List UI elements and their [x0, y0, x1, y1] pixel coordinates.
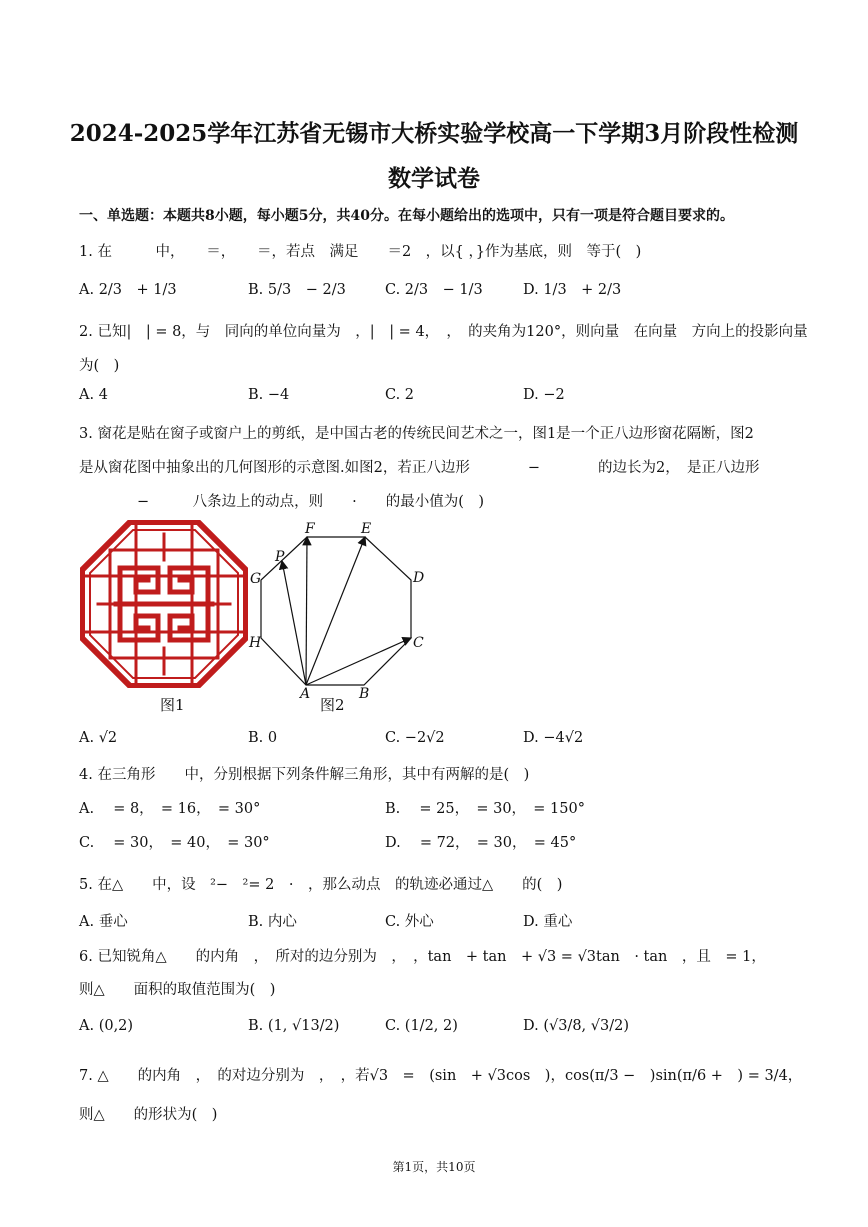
- section-heading: 一、单选题：本题共8小题，每小题5分，共40分。在每小题给出的选项中，只有一项是符合题目要求的。: [79, 208, 734, 224]
- q3-option-b: B. 0: [248, 730, 278, 746]
- q5-option-a: A. 垂心: [79, 914, 128, 930]
- label-g: G: [250, 571, 262, 587]
- q1-stem: 1. 在 中， ＝， ＝，若点 满足 ＝2 ，以{ ，}作为基底，则 等于( ): [79, 244, 642, 260]
- q6-option-d: D. (√3/8, √3/2): [523, 1018, 630, 1034]
- q4-stem: 4. 在三角形 中，分别根据下列条件解三角形，其中有两解的是( ): [79, 767, 530, 783]
- q2-stem-line1: 2. 已知| | = 8，与 同向的单位向量为 ，| | = 4， ， 的夹角为120°，则向量 在向量 方向上的投影向量: [79, 324, 808, 340]
- q6-option-c: C. (1/2, 2): [385, 1018, 458, 1034]
- q5-option-b: B. 内心: [248, 914, 297, 930]
- q2-option-d: D. −2: [523, 387, 565, 403]
- q5-option-c: C. 外心: [385, 914, 434, 930]
- q3-stem-line1: 3. 窗花是贴在窗子或窗户上的剪纸，是中国古老的传统民间艺术之一，图1是一个正八边形窗花隔断，图2: [79, 426, 754, 442]
- label-p: P: [275, 549, 285, 565]
- q6-stem-line2: 则△ 面积的取值范围为( ): [79, 982, 276, 998]
- q6-option-a: A. (0,2): [79, 1018, 134, 1034]
- window-lattice-figure: [80, 520, 248, 688]
- q7-stem-line1: 7. △ 的内角 ， 的对边分别为 ， ，若√3 = (sin + √3cos )，cos(π/3 − )sin(π/6 + ) = 3/4，: [79, 1068, 803, 1084]
- q2-option-c: C. 2: [385, 387, 415, 403]
- q2-option-a: A. 4: [79, 387, 108, 403]
- q2-stem-line2: 为( ): [79, 358, 120, 374]
- q4-option-c: C. = 30， = 40， = 30°: [79, 835, 270, 851]
- title-line-1: 2024-2025学年江苏省无锡市大桥实验学校高一下学期3月阶段性检测: [69, 120, 799, 147]
- label-a: A: [300, 686, 311, 700]
- q1-option-a: A. 2/3 + 1/3: [79, 282, 177, 298]
- q1-option-c: C. 2/3 − 1/3: [385, 282, 483, 298]
- q5-option-d: D. 重心: [523, 914, 573, 930]
- q3-stem-line3: − 八条边上的动点，则 · 的最小值为( ): [79, 494, 485, 510]
- q7-stem-line2: 则△ 的形状为( ): [79, 1107, 218, 1123]
- q3-option-d: D. −4√2: [523, 730, 584, 746]
- q4-option-b: B. = 25， = 30， = 150°: [385, 801, 585, 817]
- label-d: D: [413, 570, 425, 586]
- page-footer: 第1页，共10页: [392, 1160, 476, 1174]
- label-e: E: [361, 521, 372, 537]
- q6-stem-line1: 6. 已知锐角△ 的内角 ， 所对的边分别为 ， ，tan + tan + √3 = √3tan · tan ，且 = 1，: [79, 949, 766, 965]
- q5-stem: 5. 在△ 中，设 ²− ²= 2 · ，那么动点 的轨迹必通过△ 的( ): [79, 877, 563, 893]
- q3-stem-line2: 是从窗花图中抽象出的几何图形的示意图.如图2，若正八边形 − 的边长为2， 是正八边形: [79, 460, 760, 476]
- figure1-caption: 图1: [160, 696, 185, 714]
- title-line-2: 数学试卷: [388, 165, 480, 192]
- q3-option-c: C. −2√2: [385, 730, 445, 746]
- figure2-caption: 图2: [320, 696, 345, 714]
- q3-option-a: A. √2: [79, 730, 118, 746]
- q2-option-b: B. −4: [248, 387, 290, 403]
- q1-option-b: B. 5/3 − 2/3: [248, 282, 346, 298]
- q1-option-d: D. 1/3 + 2/3: [523, 282, 622, 298]
- label-c: C: [413, 635, 424, 651]
- label-b: B: [359, 686, 370, 700]
- q4-option-a: A. = 8， = 16， = 30°: [79, 801, 261, 817]
- q6-option-b: B. (1, √13/2): [248, 1018, 340, 1034]
- label-f: F: [305, 521, 315, 537]
- octagon-diagram: [245, 515, 445, 700]
- label-h: H: [249, 635, 262, 651]
- q4-option-d: D. = 72， = 30， = 45°: [385, 835, 577, 851]
